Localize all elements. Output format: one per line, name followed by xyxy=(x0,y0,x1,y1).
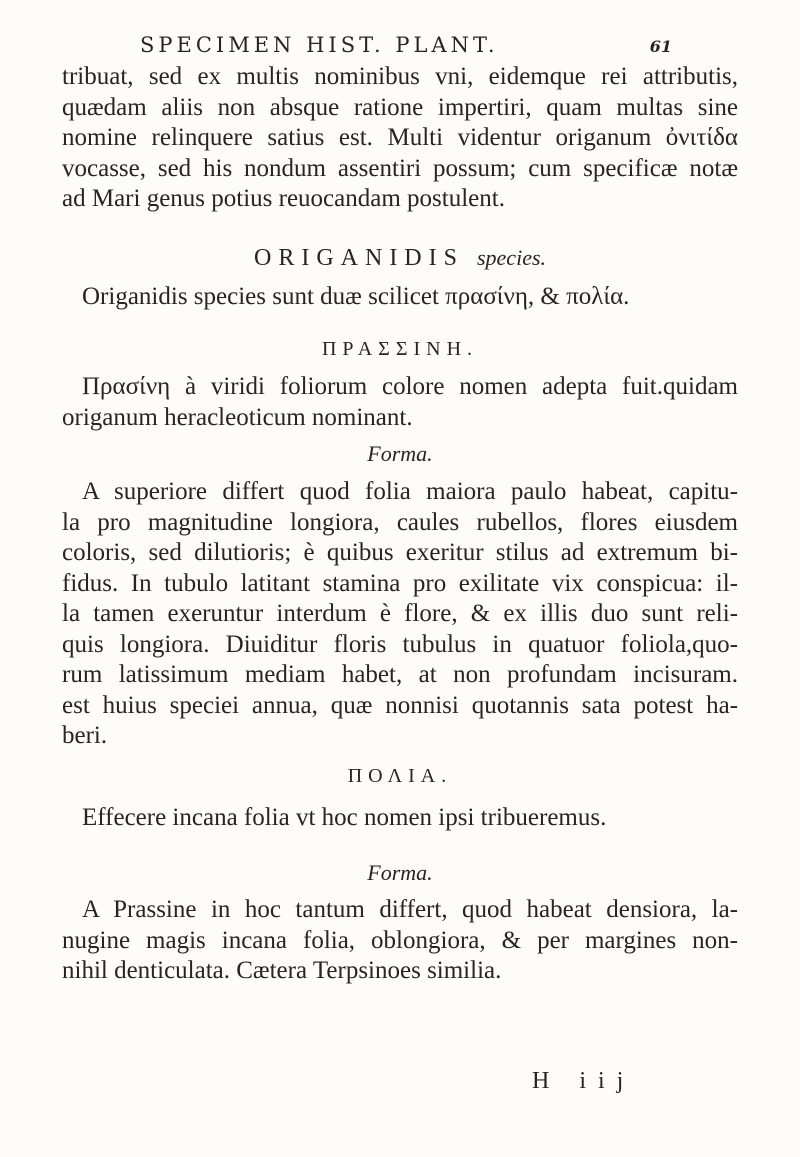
text-line: Origanidis species sunt duæ scilicet πρασίνη, & πολία. xyxy=(82,283,630,310)
text-line: A superiore differt quod folia maiora paulo habeat, capitu- xyxy=(82,478,738,505)
paragraph-prasine xyxy=(62,372,738,433)
section-heading-polia: ΠΟΛΙΑ. xyxy=(347,765,453,787)
running-title: SPECIMEN HIST. PLANT. xyxy=(140,33,499,57)
text-line: vocasse, sed his nondum assentiri possum; cum specificæ notæ xyxy=(62,154,738,182)
text-line: ad Mari genus potius reuocandam postulent. xyxy=(62,185,505,212)
subheading-forma: Forma. xyxy=(367,441,433,466)
text-line: quis longiora. Diuiditur floris tubulus in quatuor foliola,quo- xyxy=(62,630,738,658)
text-line: tribuat, sed ex multis nominibus vni, eidemque rei attributis, xyxy=(62,63,738,90)
text-line: nomine relinquere satius est. Multi videntur origanum ὀνιτίδα xyxy=(62,124,738,151)
text-line: coloris, sed dilutioris; è quibus exeritur stilus ad extremum bi- xyxy=(62,539,738,566)
text-line: la pro magnitudine longiora, caules rubellos, flores eiusdem xyxy=(62,508,738,536)
paragraph-origanidis xyxy=(62,282,738,313)
text-line: beri. xyxy=(62,722,108,749)
text-line: quædam aliis non absque ratione impertiri, quam multas sine xyxy=(62,93,738,121)
text-line: nihil denticulata. Cætera Terpsinoes similia. xyxy=(62,957,502,984)
running-head xyxy=(140,33,672,59)
paragraph-prasine-forma xyxy=(62,477,738,752)
heading-suffix: species. xyxy=(476,245,547,270)
text-line: est huius speciei annua, quæ nonnisi quotannis sata potest ha- xyxy=(62,691,738,719)
paragraph-polia xyxy=(62,803,738,834)
page-number: 61 xyxy=(649,37,672,56)
text-line: Effecere incana folia vt hoc nomen ipsi tribueremus. xyxy=(82,804,607,831)
section-heading-prasine: ΠΡΑΣΣΙΝΗ. xyxy=(321,338,479,360)
signature-mark: H iij xyxy=(532,1068,636,1094)
section-heading-origanidis xyxy=(62,245,738,272)
text-line: la tamen exeruntur interdum è flore, & ex illis duo sunt reli- xyxy=(62,600,738,627)
text-line: rum latissimum mediam habet, at non profundam incisuram. xyxy=(62,661,738,688)
text-line: fidus. In tubulo latitant stamina pro exilitate vix conspicua: il- xyxy=(62,569,738,597)
text-line: origanum heracleoticum nominant. xyxy=(62,403,413,431)
subheading-forma: Forma. xyxy=(367,860,433,885)
paragraph-polia-forma xyxy=(62,895,738,987)
paragraph-intro xyxy=(62,62,738,215)
text-line: Πρασίνη à viridi foliorum colore nomen adepta fuit.quidam xyxy=(82,373,738,400)
heading-text: ORIGANIDIS xyxy=(253,245,464,271)
text-line: A Prassine in hoc tantum differt, quod habeat densiora, la- xyxy=(82,896,738,923)
text-line: nugine magis incana folia, oblongiora, & per margines non- xyxy=(62,926,738,954)
